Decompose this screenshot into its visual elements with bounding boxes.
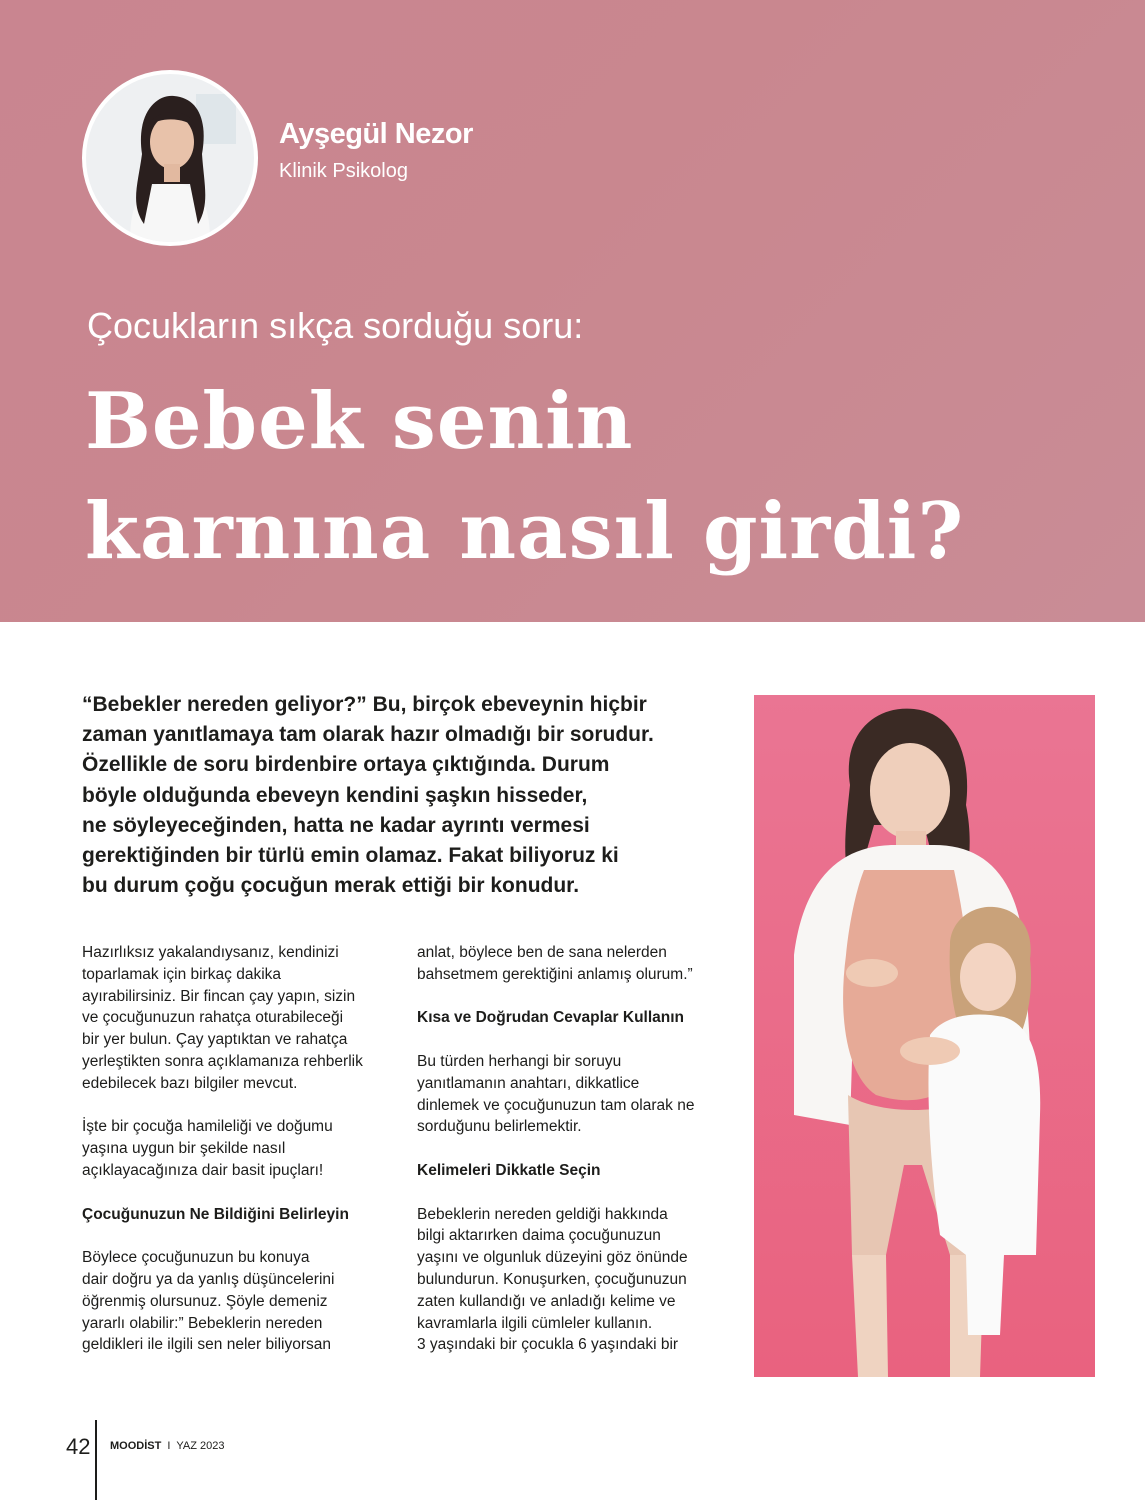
body-line: yararlı olabilir:” Bebeklerin nereden xyxy=(82,1314,323,1332)
section-heading: Kelimeleri Dikkatle Seçin xyxy=(417,1161,601,1179)
body-paragraph xyxy=(417,1204,727,1357)
title-line: Bebek senin xyxy=(85,376,634,467)
section-heading: Kısa ve Doğrudan Cevaplar Kullanın xyxy=(417,1009,685,1027)
body-line: ayırabilirsiniz. Bir fincan çay yapın, sizin xyxy=(82,987,356,1005)
lead-line: “Bebekler nereden geliyor?” Bu, birçok ebeveynin hiçbir xyxy=(82,693,647,716)
body-line: edebilecek bazı bilgiler mevcut. xyxy=(82,1074,298,1092)
body-line: Hazırlıksız yakalandıysanız, kendinizi xyxy=(82,944,339,961)
hero-banner xyxy=(0,0,1145,622)
body-line: açıklayacağınıza dair basit ipuçları! xyxy=(82,1161,324,1179)
body-line: anlat, böylece ben de sana nelerden xyxy=(417,944,667,961)
author-avatar xyxy=(82,70,258,246)
body-paragraph xyxy=(82,1247,392,1356)
lead-line: Özellikle de soru birdenbire ortaya çıktığında. Durum xyxy=(82,753,610,777)
lead-line: böyle olduğunda ebeveyn kendini şaşkın hisseder, xyxy=(82,783,588,807)
body-paragraph xyxy=(82,1116,392,1181)
magazine-footer xyxy=(110,1440,225,1452)
body-line: yaşını ve olgunluk düzeyini göz önünde xyxy=(417,1249,688,1267)
body-line: dair doğru ya da yanlış düşüncelerini xyxy=(82,1270,335,1288)
section-heading: Çocuğunuzun Ne Bildiğini Belirleyin xyxy=(82,1205,349,1223)
body-line: zaten kullandığı ve anladığı kelime ve xyxy=(417,1292,676,1310)
title-line: karnına nasıl girdi? xyxy=(85,486,965,577)
body-column-2 xyxy=(417,942,727,1378)
body-line: sorduğunu belirlemektir. xyxy=(417,1118,582,1136)
body-line: 3 yaşındaki bir çocukla 6 yaşındaki bir xyxy=(417,1336,679,1354)
body-paragraph xyxy=(82,942,392,1095)
body-column-1 xyxy=(82,942,392,1378)
footer-separator: I xyxy=(167,1440,171,1452)
body-line: öğrenmiş olursunuz. Şöyle demeniz xyxy=(82,1292,328,1310)
body-paragraph xyxy=(417,1051,727,1138)
body-line: yaşına uygun bir şekilde nasıl xyxy=(82,1140,286,1158)
body-line: kavramlarla ilgili cümleler kullanın. xyxy=(417,1314,653,1332)
author-name: Ayşegül Nezor xyxy=(279,118,473,150)
lead-line: zaman yanıtlamaya tam olarak hazır olmadığı bir sorudur. xyxy=(82,723,654,747)
body-line: dinlemek ve çocuğunuzun tam olarak ne xyxy=(417,1096,695,1114)
issue-label: YAZ 2023 xyxy=(176,1440,225,1452)
lead-paragraph xyxy=(82,690,732,901)
body-line: İşte bir çocuğa hamileliği ve doğumu xyxy=(82,1118,333,1136)
author-role: Klinik Psikolog xyxy=(279,160,408,182)
body-line: toparlamak için birkaç dakika xyxy=(82,965,282,983)
body-line: ve çocuğunuzun rahatça oturabileceği xyxy=(82,1009,344,1027)
article-subtitle: Çocukların sıkça sorduğu soru: xyxy=(87,305,584,346)
body-line: bir yer bulun. Çay yaptıktan ve rahatça xyxy=(82,1031,348,1049)
body-paragraph xyxy=(417,942,727,986)
body-line: bulundurun. Konuşurken, çocuğunuzun xyxy=(417,1270,687,1288)
footer-divider xyxy=(95,1420,97,1500)
page-number: 42 xyxy=(66,1434,91,1459)
article-title xyxy=(85,367,1125,587)
body-line: bilgi aktarırken daima çocuğunuzun xyxy=(417,1227,661,1245)
body-line: yerleştikten sonra açıklamanıza rehberlik xyxy=(82,1052,363,1070)
lead-line: ne söyleyeceğinden, hatta ne kadar ayrıntı vermesi xyxy=(82,813,590,837)
lead-line: gerektiğinden bir türlü emin olamaz. Fakat biliyoruz ki xyxy=(82,844,619,868)
mother-daughter-photo xyxy=(754,695,1095,1377)
lead-line: bu durum çoğu çocuğun merak ettiği bir konudur. xyxy=(82,874,580,898)
body-line: Böylece çocuğunuzun bu konuya xyxy=(82,1249,310,1267)
body-line: Bebeklerin nereden geldiği hakkında xyxy=(417,1205,668,1223)
magazine-name: MOODİST xyxy=(110,1440,162,1452)
body-line: Bu türden herhangi bir soruyu xyxy=(417,1052,622,1070)
body-line: bahsetmem gerektiğini anlamış olurum.” xyxy=(417,965,693,983)
body-line: geldikleri ile ilgili sen neler biliyorsan xyxy=(82,1336,331,1354)
body-line: yanıtlamanın anahtarı, dikkatlice xyxy=(417,1074,640,1092)
